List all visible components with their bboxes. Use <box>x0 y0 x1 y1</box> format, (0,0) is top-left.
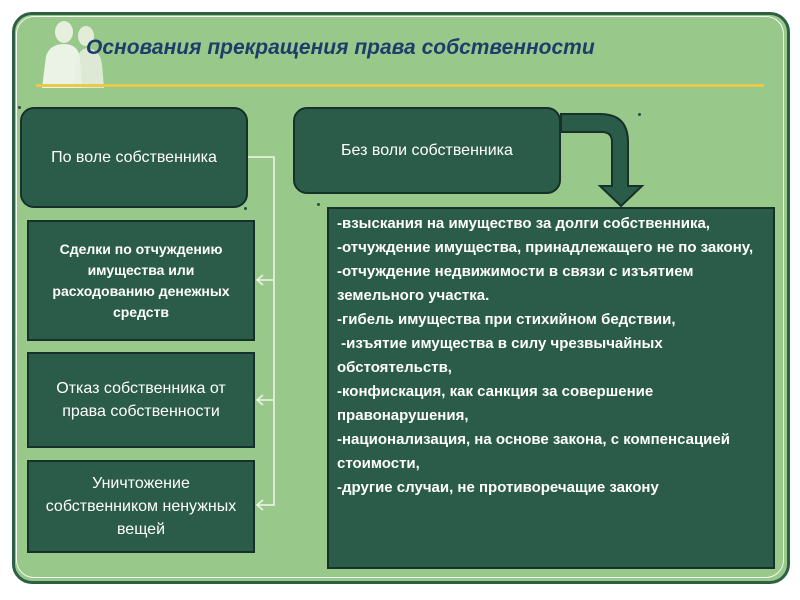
grounds-list-box <box>327 207 775 569</box>
title-underline <box>36 84 764 87</box>
list-item: -гибель имущества при стихийном бедствии, <box>337 311 676 328</box>
left-item-label: Отказ собственника от права собственности <box>56 380 226 420</box>
decor-dot <box>244 207 247 210</box>
list-item: -взыскания на имущество за долги собственника, <box>337 215 710 232</box>
left-item-box <box>27 220 255 341</box>
list-item: -отчуждение недвижимости в связи с изъятием земельного участка. <box>337 263 694 304</box>
left-item-label: Уничтожение собственником ненужных вещей <box>45 475 237 538</box>
left-item-box <box>27 460 255 553</box>
decor-dot <box>18 106 21 109</box>
list-item: -конфискация, как санкция за совершение правонарушения, <box>337 383 654 424</box>
list-item: -другие случаи, не противоречащие закону <box>337 479 659 496</box>
list-item: -изъятие имущества в силу чрезвычайных обстоятельств, <box>337 335 667 376</box>
left-item-label: Сделки по отчуждению имущества или расходованию денежных средств <box>52 240 230 320</box>
list-item: -отчуждение имущества, принадлежащего не по закону, <box>337 239 754 256</box>
by-owner-will-label: По воле собственника <box>51 148 217 166</box>
without-owner-will-label: Без воли собственника <box>341 141 513 159</box>
page-title: Основания прекращения права собственности <box>86 36 595 59</box>
by-owner-will-box <box>20 107 248 208</box>
decor-dot <box>638 113 641 116</box>
list-item: -национализация, на основе закона, с компенсацией стоимости, <box>337 431 730 472</box>
left-item-box <box>27 352 255 448</box>
without-owner-will-box <box>293 107 561 194</box>
decor-dot <box>317 203 320 206</box>
